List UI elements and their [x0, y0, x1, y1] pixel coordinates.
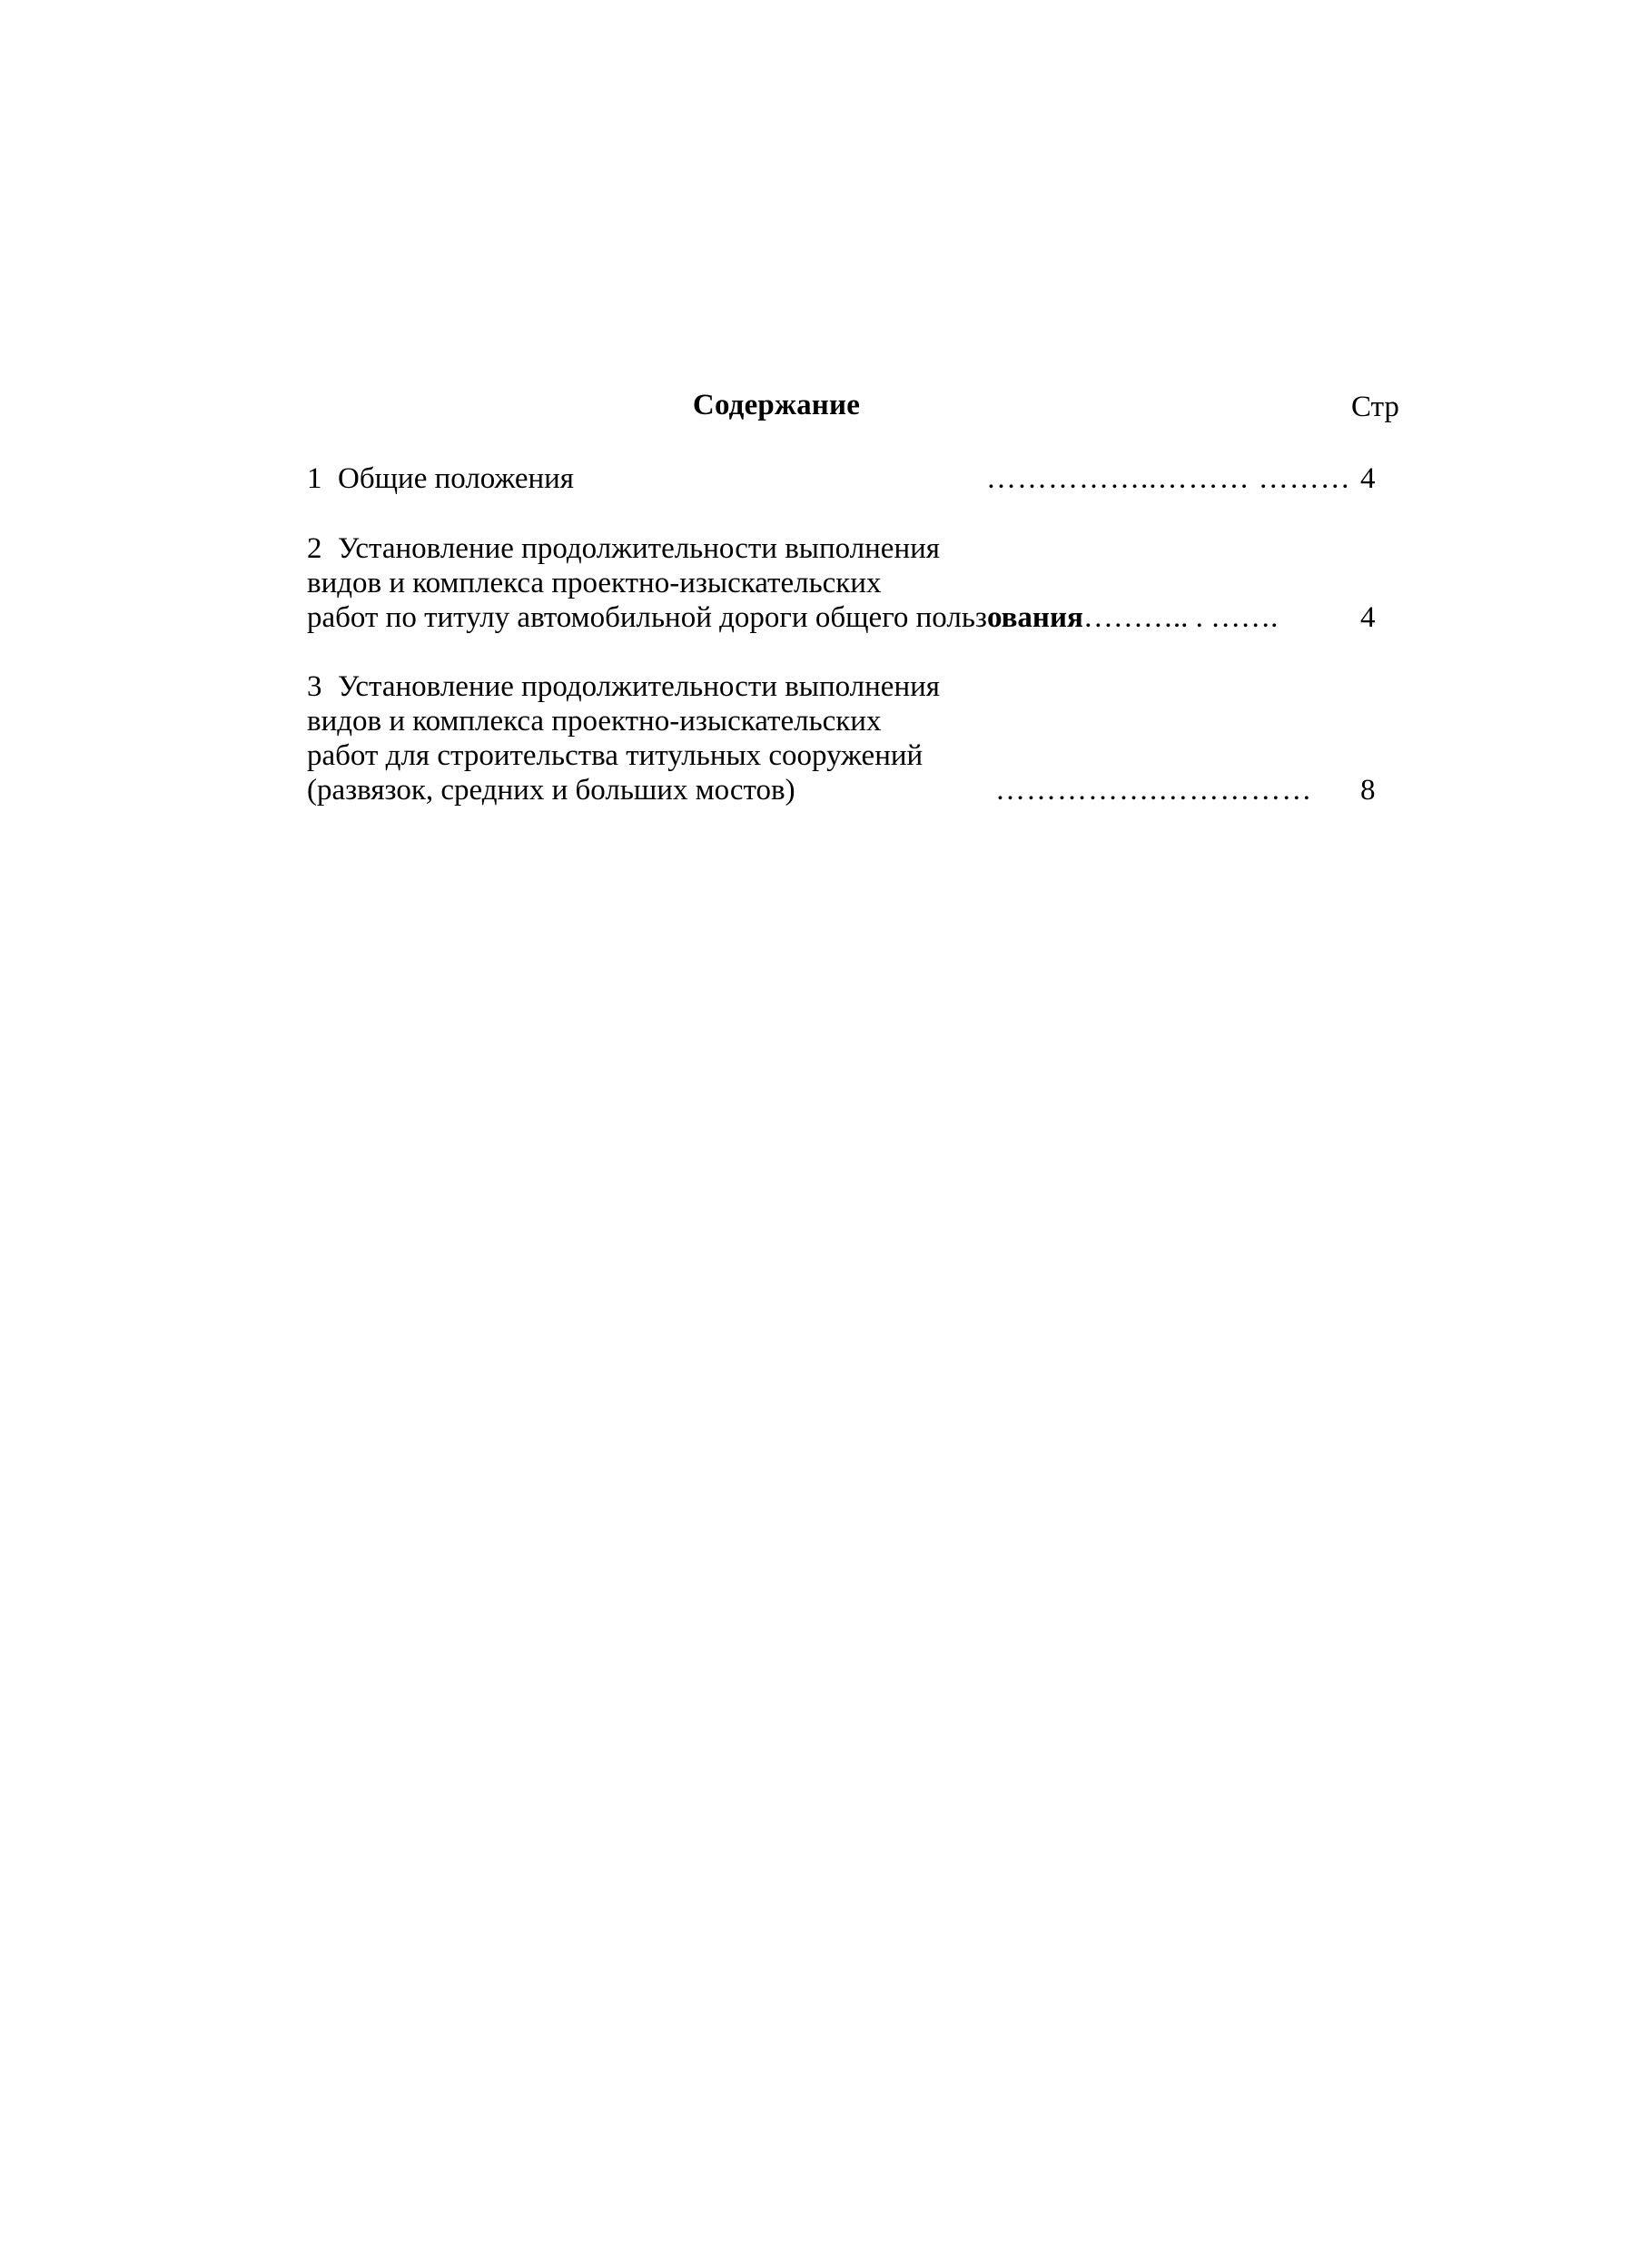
toc-entry-2-number: 2: [307, 532, 322, 565]
toc-entry-2-title-line-3: работ по титулу автомобильной дороги общего польз: [307, 601, 987, 634]
toc-entry-3-title-line-2: видов и комплекса проектно-изыскательских: [307, 705, 882, 738]
toc-entry-1-number: 1: [307, 462, 322, 495]
toc-entry-1-leader: ……………..……… ………: [986, 462, 1351, 495]
toc-entry-3-line-1: [307, 669, 940, 704]
toc-entry-3-page: 8: [1360, 774, 1376, 807]
page-column-heading: Стр: [1351, 391, 1399, 423]
toc-entry-2-line-2: [307, 566, 881, 600]
toc-entry-3-line-4: [307, 773, 795, 807]
toc-entry-2-line-3: [307, 600, 1278, 635]
toc-entry-3-leader: …………….……………: [995, 774, 1313, 807]
toc-entry-3-number: 3: [307, 670, 322, 703]
toc-entry-2-page: 4: [1360, 601, 1376, 634]
toc-entry-3-title-line-4: (развязок, средних и больших мостов): [307, 774, 795, 807]
toc-entry-3-title-line-1: Установление продолжительности выполнения: [338, 670, 940, 703]
toc-entry-2-leader: ……….. . …….: [1082, 601, 1279, 634]
toc-entry-1-title: Общие положения: [338, 462, 574, 495]
toc-entry-1-line-1: [307, 461, 574, 496]
toc-entry-3-title-line-3: работ для строительства титульных сооружений: [307, 739, 924, 772]
toc-entry-3-line-2: [307, 704, 881, 738]
toc-entry-2-line-1: [307, 531, 940, 566]
toc-entry-2-title-line-1: Установление продолжительности выполнения: [338, 532, 940, 565]
toc-heading: Содержание: [692, 389, 861, 421]
toc-entry-2-title-line-2: видов и комплекса проектно-изыскательских: [307, 567, 882, 599]
toc-entry-1-page: 4: [1360, 462, 1376, 495]
toc-entry-2-title-line-3-tail: ования: [986, 601, 1083, 634]
toc-entry-3-line-3: [307, 738, 923, 773]
